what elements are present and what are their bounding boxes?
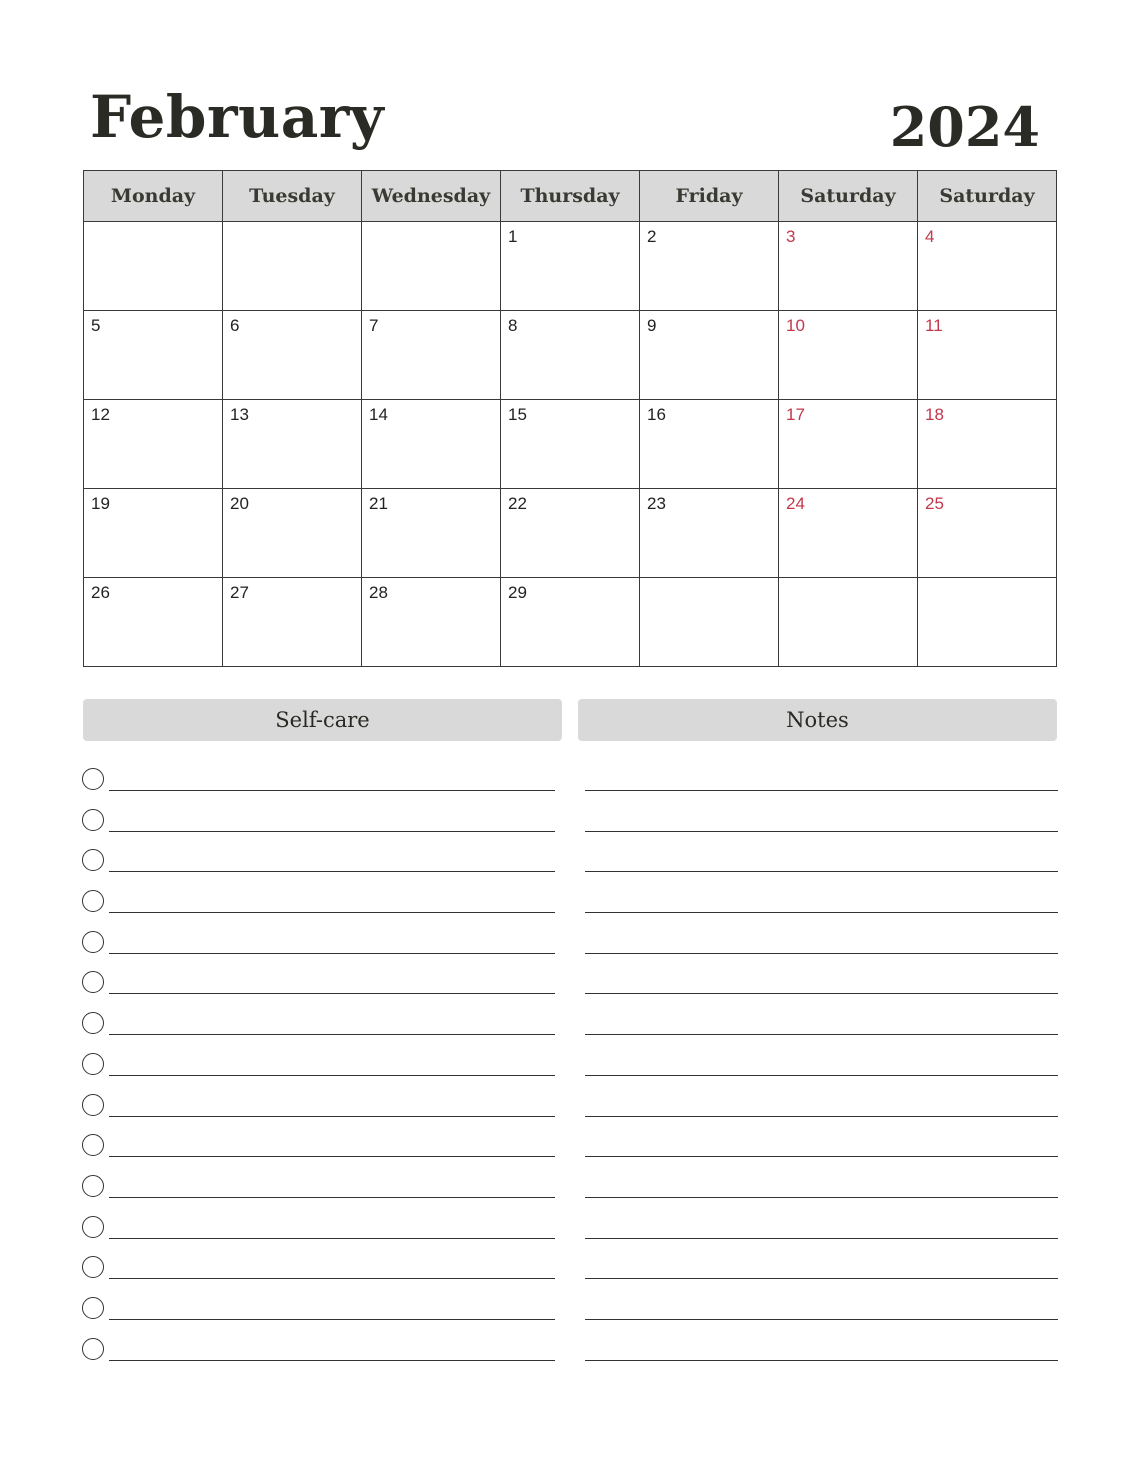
circle-checkbox-icon[interactable]: [82, 1053, 104, 1075]
selfcare-item: [82, 1215, 557, 1256]
calendar-week-row: [84, 400, 1057, 489]
day-cell[interactable]: [84, 400, 223, 489]
calendar-week-row: [84, 489, 1057, 578]
selfcare-write-line[interactable]: [109, 993, 555, 994]
day-number: 5: [91, 316, 101, 335]
notes-write-line[interactable]: [585, 1197, 1058, 1198]
selfcare-item: [82, 1052, 557, 1093]
selfcare-write-line[interactable]: [109, 1319, 555, 1320]
notes-item: [585, 1337, 1058, 1378]
circle-checkbox-icon[interactable]: [82, 1297, 104, 1319]
day-cell[interactable]: [640, 400, 779, 489]
circle-checkbox-icon[interactable]: [82, 1338, 104, 1360]
day-number: 11: [925, 316, 943, 335]
day-cell[interactable]: [501, 311, 640, 400]
day-number: 26: [91, 583, 110, 602]
day-number: 28: [369, 583, 388, 602]
notes-item: [585, 930, 1058, 971]
notes-item: [585, 1174, 1058, 1215]
selfcare-write-line[interactable]: [109, 912, 555, 913]
selfcare-item: [82, 930, 557, 971]
day-cell[interactable]: [918, 311, 1057, 400]
day-number: [84, 222, 222, 227]
notes-write-line[interactable]: [585, 1238, 1058, 1239]
month-title: February: [90, 83, 385, 151]
calendar-week-row: [84, 311, 1057, 400]
day-cell[interactable]: [362, 400, 501, 489]
day-number: 15: [508, 405, 527, 424]
weekday-header: Friday: [640, 171, 779, 222]
selfcare-write-line[interactable]: [109, 1116, 555, 1117]
notes-write-line[interactable]: [585, 1360, 1058, 1361]
selfcare-write-line[interactable]: [109, 790, 555, 791]
selfcare-header: Self-care: [83, 699, 562, 741]
selfcare-item: [82, 889, 557, 930]
notes-write-line[interactable]: [585, 993, 1058, 994]
notes-write-line[interactable]: [585, 790, 1058, 791]
day-number: 6: [230, 316, 240, 335]
day-cell[interactable]: [918, 400, 1057, 489]
weekday-header: Wednesday: [362, 171, 501, 222]
day-number: 8: [508, 316, 518, 335]
notes-write-line[interactable]: [585, 1319, 1058, 1320]
day-cell[interactable]: [918, 222, 1057, 311]
notes-item: [585, 1011, 1058, 1052]
notes-item: [585, 1255, 1058, 1296]
notes-write-line[interactable]: [585, 1156, 1058, 1157]
day-cell[interactable]: [362, 311, 501, 400]
notes-item: [585, 1133, 1058, 1174]
day-number: 24: [786, 494, 805, 513]
day-cell[interactable]: [362, 222, 501, 311]
selfcare-write-line[interactable]: [109, 1278, 555, 1279]
day-cell[interactable]: [501, 222, 640, 311]
notes-item: [585, 889, 1058, 930]
day-number: 16: [647, 405, 666, 424]
circle-checkbox-icon[interactable]: [82, 931, 104, 953]
day-number: 14: [369, 405, 388, 424]
day-cell[interactable]: [640, 311, 779, 400]
day-cell[interactable]: [84, 311, 223, 400]
day-number: 21: [369, 494, 388, 513]
day-number: 9: [647, 316, 657, 335]
day-cell[interactable]: [223, 311, 362, 400]
day-cell[interactable]: [362, 489, 501, 578]
notes-item: [585, 767, 1058, 808]
day-cell[interactable]: [84, 489, 223, 578]
selfcare-item: [82, 1133, 557, 1174]
selfcare-item: [82, 808, 557, 849]
day-number: 13: [230, 405, 249, 424]
selfcare-write-line[interactable]: [109, 1360, 555, 1361]
notes-header: Notes: [578, 699, 1057, 741]
day-cell[interactable]: [779, 400, 918, 489]
day-cell[interactable]: [223, 400, 362, 489]
day-cell[interactable]: [362, 578, 501, 667]
day-number: 25: [925, 494, 944, 513]
notes-write-line[interactable]: [585, 1278, 1058, 1279]
weekday-header: Tuesday: [223, 171, 362, 222]
day-number: 3: [786, 227, 796, 246]
day-cell[interactable]: [84, 222, 223, 311]
day-cell[interactable]: [223, 489, 362, 578]
notes-lines: [585, 767, 1058, 1377]
selfcare-write-line[interactable]: [109, 1197, 555, 1198]
circle-checkbox-icon[interactable]: [82, 890, 104, 912]
day-number: [223, 222, 361, 227]
day-cell[interactable]: [223, 578, 362, 667]
weekday-header-row: [84, 171, 1057, 222]
day-cell[interactable]: [779, 311, 918, 400]
calendar-week-row: [84, 578, 1057, 667]
day-cell[interactable]: [501, 400, 640, 489]
day-number: 23: [647, 494, 666, 513]
day-number: 4: [925, 227, 935, 246]
day-number: 19: [91, 494, 110, 513]
day-cell[interactable]: [779, 222, 918, 311]
day-number: 10: [786, 316, 805, 335]
day-cell[interactable]: [918, 489, 1057, 578]
notes-item: [585, 1296, 1058, 1337]
circle-checkbox-icon[interactable]: [82, 1256, 104, 1278]
selfcare-write-line[interactable]: [109, 1034, 555, 1035]
day-cell[interactable]: [223, 222, 362, 311]
calendar-grid: [83, 170, 1057, 667]
day-cell[interactable]: [501, 578, 640, 667]
selfcare-write-line[interactable]: [109, 871, 555, 872]
selfcare-checklist: [82, 767, 557, 1377]
selfcare-item: [82, 848, 557, 889]
day-number: 29: [508, 583, 527, 602]
day-cell[interactable]: [640, 489, 779, 578]
year-title: 2024: [889, 95, 1040, 159]
day-number: [362, 222, 500, 227]
selfcare-item: [82, 1093, 557, 1134]
day-cell[interactable]: [640, 222, 779, 311]
day-number: [640, 578, 778, 583]
notes-item: [585, 1052, 1058, 1093]
circle-checkbox-icon[interactable]: [82, 1012, 104, 1034]
circle-checkbox-icon[interactable]: [82, 1216, 104, 1238]
selfcare-write-line[interactable]: [109, 953, 555, 954]
circle-checkbox-icon[interactable]: [82, 809, 104, 831]
notes-write-line[interactable]: [585, 1075, 1058, 1076]
selfcare-item: [82, 1337, 557, 1378]
day-cell[interactable]: [779, 578, 918, 667]
weekday-header: Monday: [84, 171, 223, 222]
notes-write-line[interactable]: [585, 953, 1058, 954]
notes-item: [585, 848, 1058, 889]
notes-write-line[interactable]: [585, 871, 1058, 872]
day-cell[interactable]: [779, 489, 918, 578]
day-cell[interactable]: [918, 578, 1057, 667]
circle-checkbox-icon[interactable]: [82, 849, 104, 871]
notes-write-line[interactable]: [585, 912, 1058, 913]
weekday-header: Thursday: [501, 171, 640, 222]
notes-write-line[interactable]: [585, 1116, 1058, 1117]
selfcare-write-line[interactable]: [109, 1238, 555, 1239]
selfcare-item: [82, 1255, 557, 1296]
day-number: 22: [508, 494, 527, 513]
circle-checkbox-icon[interactable]: [82, 768, 104, 790]
day-number: [779, 578, 917, 583]
day-number: 7: [369, 316, 379, 335]
selfcare-item: [82, 767, 557, 808]
notes-write-line[interactable]: [585, 1034, 1058, 1035]
weekday-header: Saturday: [779, 171, 918, 222]
day-number: 20: [230, 494, 249, 513]
notes-write-line[interactable]: [585, 831, 1058, 832]
day-cell[interactable]: [501, 489, 640, 578]
selfcare-write-line[interactable]: [109, 1156, 555, 1157]
day-number: 12: [91, 405, 110, 424]
selfcare-write-line[interactable]: [109, 1075, 555, 1076]
notes-item: [585, 1093, 1058, 1134]
notes-item: [585, 808, 1058, 849]
selfcare-item: [82, 1011, 557, 1052]
selfcare-item: [82, 970, 557, 1011]
circle-checkbox-icon[interactable]: [82, 1175, 104, 1197]
day-number: [918, 578, 1056, 583]
circle-checkbox-icon[interactable]: [82, 1094, 104, 1116]
calendar-week-row: [84, 222, 1057, 311]
day-number: 18: [925, 405, 944, 424]
day-number: 2: [647, 227, 657, 246]
weekday-header: Saturday: [918, 171, 1057, 222]
day-number: 17: [786, 405, 805, 424]
circle-checkbox-icon[interactable]: [82, 971, 104, 993]
day-cell[interactable]: [84, 578, 223, 667]
notes-item: [585, 970, 1058, 1011]
selfcare-write-line[interactable]: [109, 831, 555, 832]
selfcare-item: [82, 1296, 557, 1337]
notes-item: [585, 1215, 1058, 1256]
day-cell[interactable]: [640, 578, 779, 667]
day-number: 1: [508, 227, 518, 246]
circle-checkbox-icon[interactable]: [82, 1134, 104, 1156]
selfcare-item: [82, 1174, 557, 1215]
day-number: 27: [230, 583, 249, 602]
